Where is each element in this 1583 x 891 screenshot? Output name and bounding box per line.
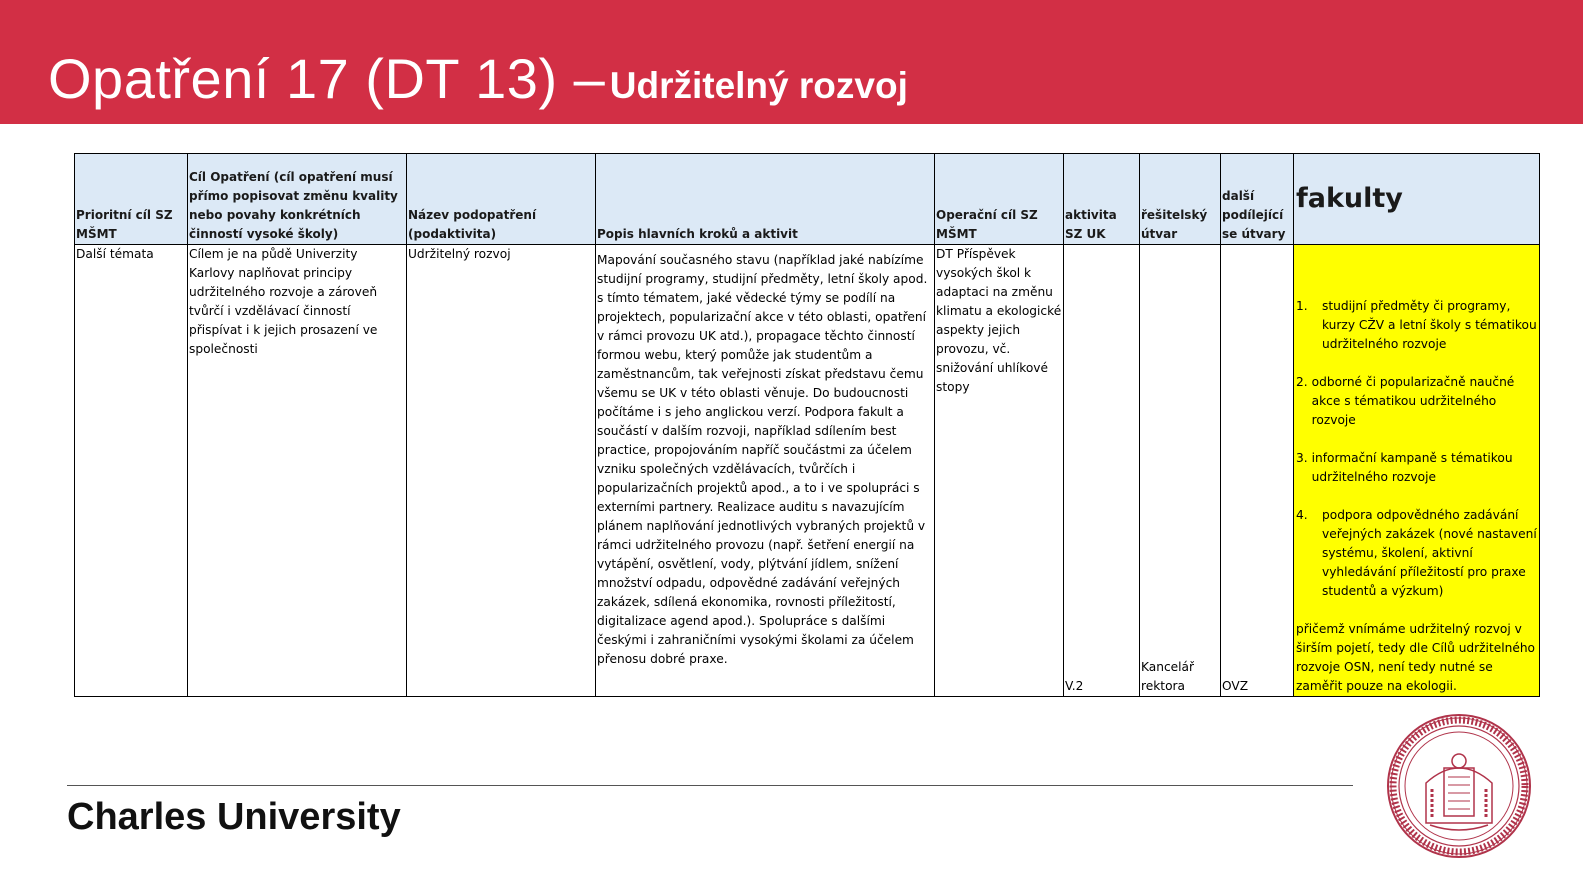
university-seal-icon bbox=[1386, 713, 1532, 859]
header-steps-description: Popis hlavních kroků a aktivit bbox=[596, 154, 935, 245]
measures-table bbox=[74, 153, 1540, 697]
list-item: 1. studijní předměty či programy, kurzy CŽV a letní školy s tématikou udržitelného rozvoje bbox=[1296, 299, 1537, 351]
header-priority-goal: Prioritní cíl SZ MŠMT bbox=[75, 154, 188, 245]
cell-operational-goal: DT Příspěvek vysokých škol k adaptaci na změnu klimatu a ekologické aspekty jejich provozu, vč. snižování uhlíkové stopy bbox=[935, 245, 1064, 697]
cell-activity: V.2 bbox=[1064, 245, 1140, 697]
footer-divider bbox=[67, 785, 1353, 786]
header-operational-goal: Operační cíl SZ MŠMT bbox=[935, 154, 1064, 245]
header-submeasure-name: Název podopatření (podaktivita) bbox=[407, 154, 596, 245]
list-item: 2. odborné či popularizačně naučné akce s tématikou udržitelného rozvoje bbox=[1296, 375, 1515, 427]
cell-responsible-unit: Kancelář rektora bbox=[1140, 245, 1221, 697]
table-row bbox=[75, 245, 1540, 697]
faculties-list bbox=[1296, 297, 1537, 601]
cell-faculties bbox=[1294, 245, 1540, 697]
cell-other-units: OVZ bbox=[1221, 245, 1294, 697]
header-responsible-unit: řešitelský útvar bbox=[1140, 154, 1221, 245]
header-other-units: další podílející se útvary bbox=[1221, 154, 1294, 245]
page-title-main: Opatření 17 (DT 13) – bbox=[48, 47, 606, 110]
cell-measure-goal: Cílem je na půdě Univerzity Karlovy naplňovat principy udržitelného rozvoje a zároveň tvůrčí i vzdělávací činností přispívat i k jejich prosazení ve společnosti bbox=[188, 245, 407, 697]
list-item: 4. podpora odpovědného zadávání veřejných zakázek (nové nastavení systému, školení, aktivní vyhledávání příležitostí pro praxe studentů a výzkum) bbox=[1296, 508, 1537, 598]
header-measure-goal: Cíl Opatření (cíl opatření musí přímo popisovat změnu kvality nebo povahy konkrétních činností vysoké školy) bbox=[188, 154, 407, 245]
table-header-row bbox=[75, 154, 1540, 245]
page-title bbox=[48, 46, 908, 111]
footer-university-name: Charles University bbox=[67, 796, 401, 838]
header-activity: aktivita SZ UK bbox=[1064, 154, 1140, 245]
cell-submeasure-name: Udržitelný rozvoj bbox=[407, 245, 596, 697]
title-banner bbox=[0, 0, 1583, 124]
header-faculties: fakulty bbox=[1294, 154, 1540, 245]
page-title-sub: Udržitelný rozvoj bbox=[609, 65, 908, 106]
cell-steps-description: Mapování současného stavu (například jaké nabízíme studijní programy, studijní předměty, letní školy apod. s tímto tématem, jaké vědecké týmy se podílí na projektech, popularizační akce v této oblasti, opatření v rámci provozu UK atd.), propagace těchto činností formou webu, který pomůže jak studentům a zaměstnancům, tak veřejnosti získat představu čemu všemu se UK v této oblasti věnuje. Do budoucnosti počítáme i s jeho anglickou verzí. Podpora fakult a součástí v dalším rozvoji, například sdílením best practice, propojováním napříč součástmi za účelem vzniku společných vzdělávacích, tvůrčích i popularizačních projektů apod., a to i ve spolupráci s externími partnery. Realizace auditu s navazujícím plánem naplňování jednotlivých vybraných projektů v rámci udržitelného provozu (např. šetření energií na vytápění, osvětlení, vody, plýtvání jídlem, snížení množství odpadu, odpovědné zadávání veřejných zakázek, sdílená ekonomika, rovnosti příležitostí, digitalizace agend apod.). Spolupráce s dalšími českými i zahraničními vysokými školami za účelem přenosu dobré praxe. bbox=[596, 245, 935, 697]
list-item: 3. informační kampaně s tématikou udržitelného rozvoje bbox=[1296, 451, 1513, 484]
cell-priority-goal: Další témata bbox=[75, 245, 188, 697]
faculties-closing-note: přičemž vnímáme udržitelný rozvoj v širším pojetí, tedy dle Cílů udržitelného rozvoje OSN, není tedy nutné se zaměřit pouze na ekologii. bbox=[1296, 622, 1536, 693]
